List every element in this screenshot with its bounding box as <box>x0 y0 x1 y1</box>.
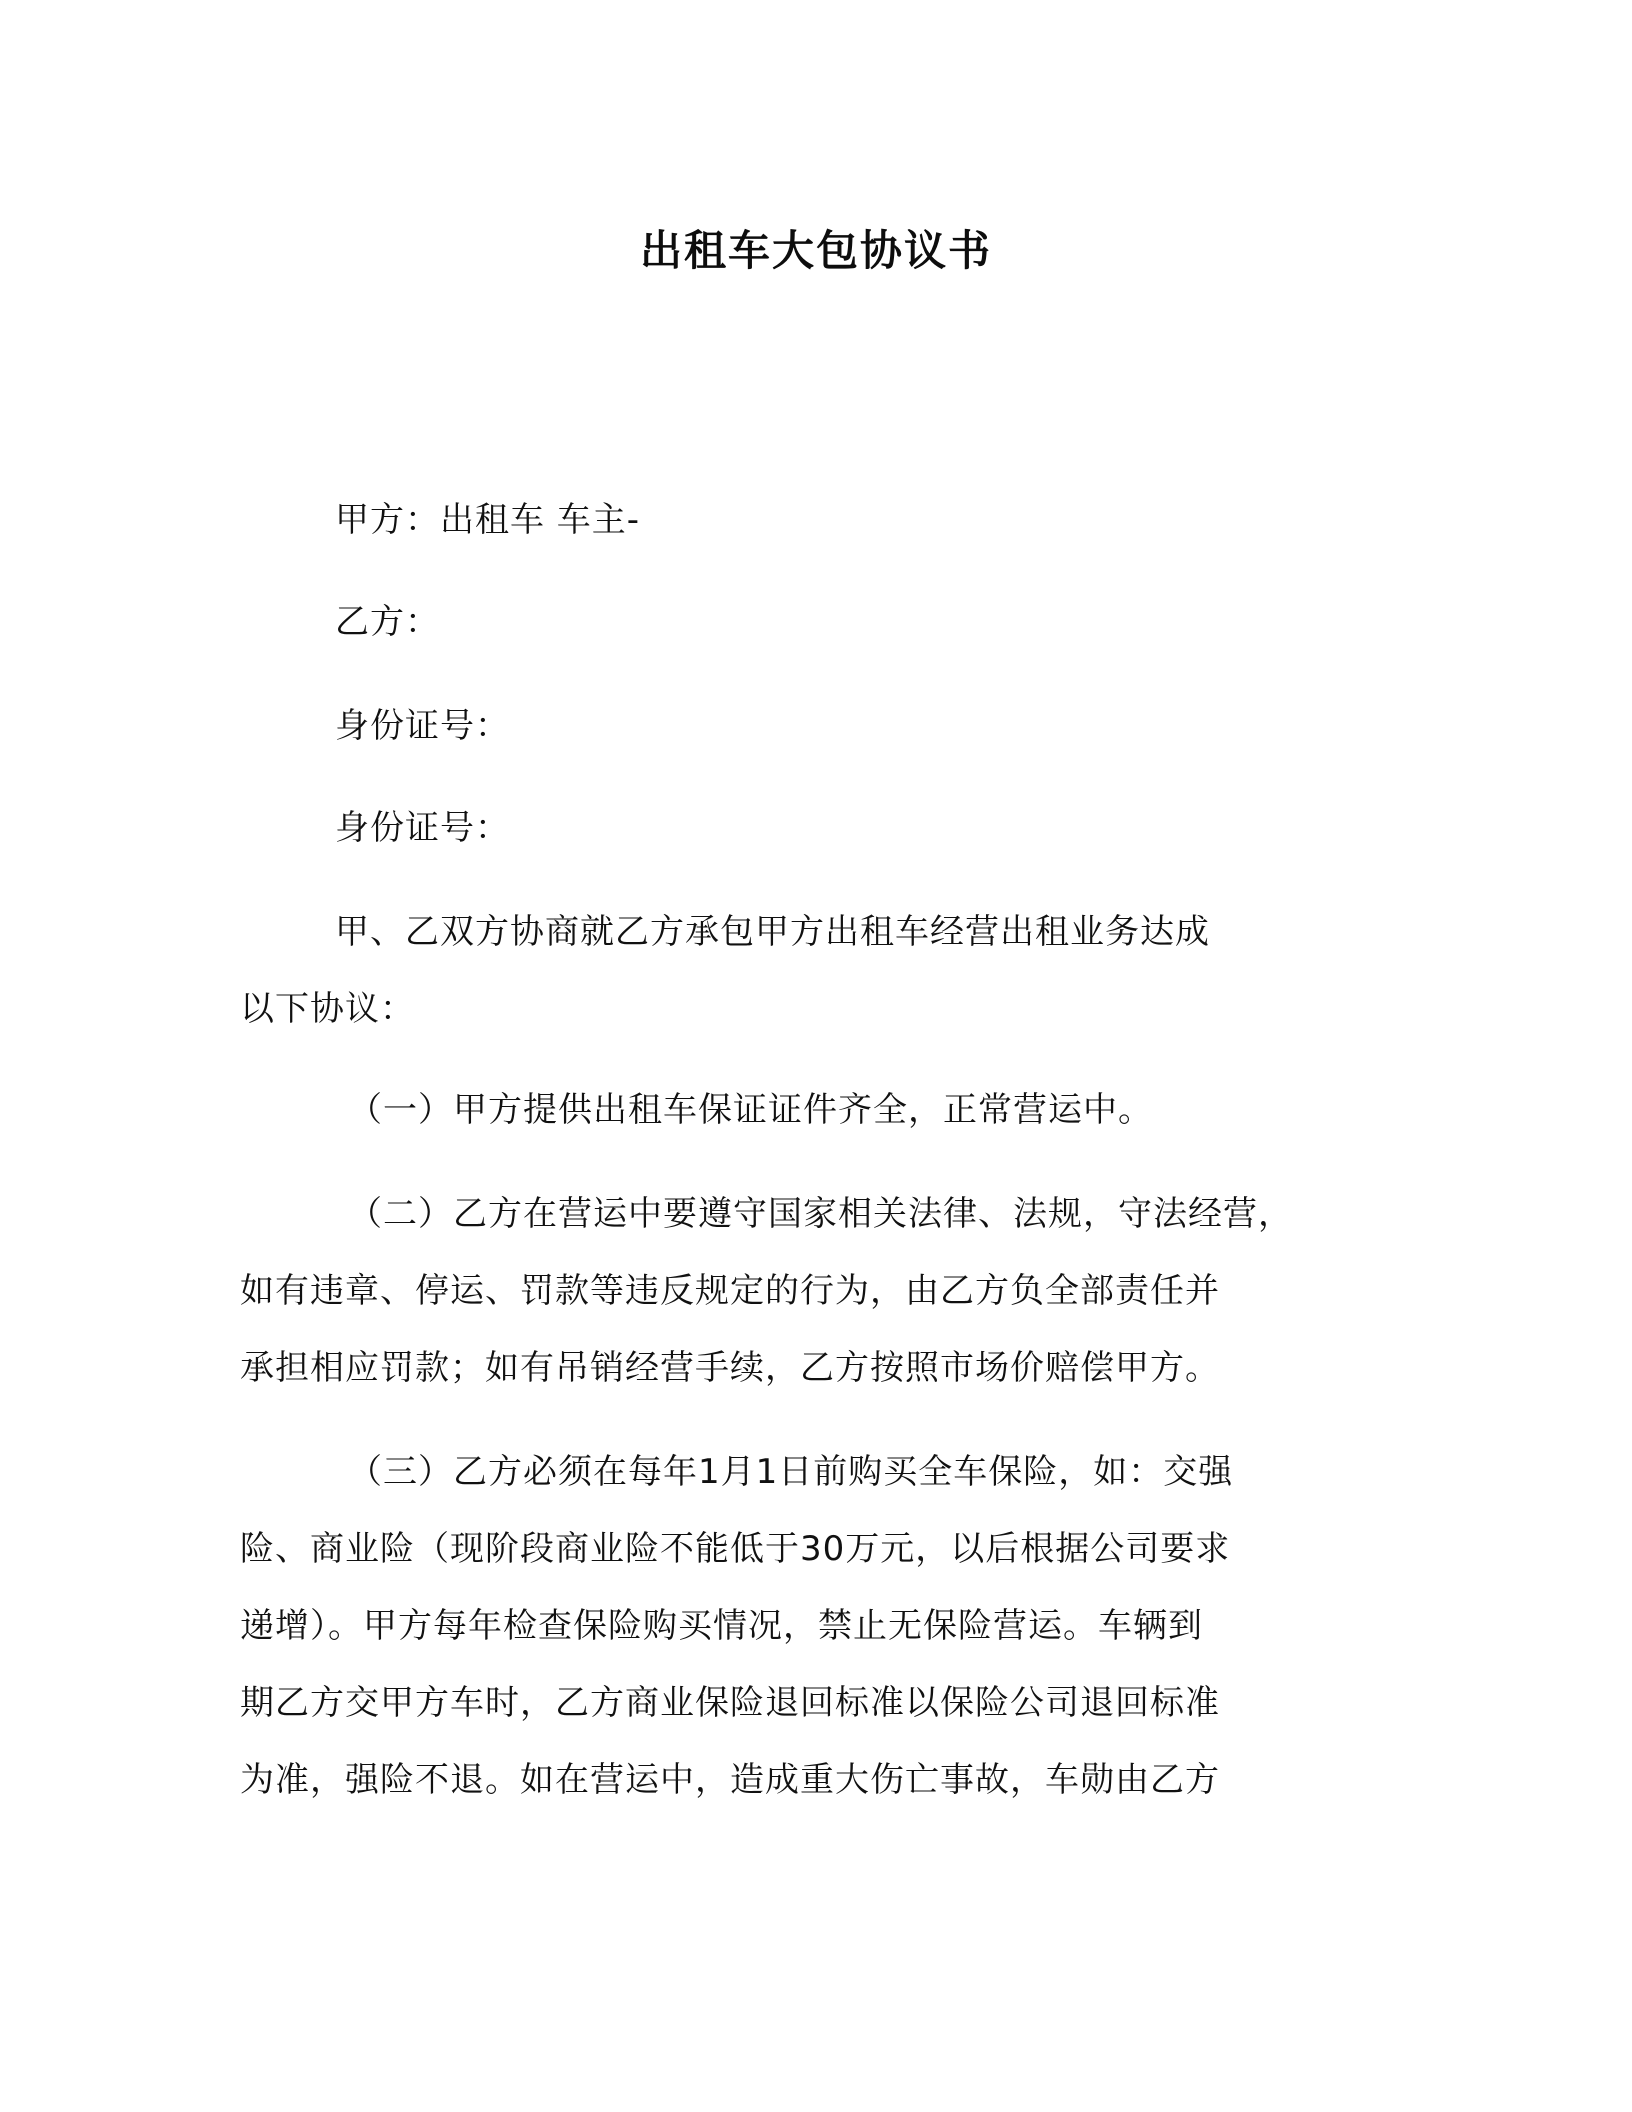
clause-3-line-5: 为准，强险不退。如在营运中，造成重大伤亡事故，车勋由乙方 <box>240 1760 1220 1800</box>
clause-2 <box>240 1176 1400 1407</box>
clause-2-line-2: 如有违章、停运、罚款等违反规定的行为，由乙方负全部责任并 <box>240 1271 1220 1311</box>
clause-1 <box>240 1072 1400 1149</box>
clause-3-line-3: 递增）。甲方每年检查保险购买情况，禁止无保险营运。车辆到 <box>240 1606 1203 1646</box>
id-number-field-2: 身份证号： <box>335 808 510 848</box>
document-title: 出租车大包协议书 <box>639 226 992 275</box>
clause-3-line-2: 险、商业险（现阶段商业险不能低于30万元，以后根据公司要求 <box>240 1529 1231 1569</box>
clause-3 <box>240 1434 1400 1819</box>
clause-3-line-4: 期乙方交甲方车时，乙方商业保险退回标准以保险公司退回标准 <box>240 1683 1220 1723</box>
clause-2-line-3: 承担相应罚款；如有吊销经营手续，乙方按照市场价赔偿甲方。 <box>240 1348 1220 1388</box>
intro-line-2: 以下协议： <box>240 989 415 1029</box>
clause-2-line-1: （二）乙方在营运中要遵守国家相关法律、法规，守法经营， <box>348 1194 1293 1234</box>
clause-3-line-1: （三）乙方必须在每年1月1日前购买全车保险，如：交强 <box>348 1452 1234 1492</box>
intro-line-1: 甲、乙双方协商就乙方承包甲方出租车经营出租业务达成 <box>335 912 1210 952</box>
party-a-field: 甲方：出租车 车主- <box>335 500 641 540</box>
id-number-field-1: 身份证号： <box>335 706 510 746</box>
party-b-field: 乙方： <box>335 602 440 642</box>
intro-paragraph <box>240 894 1400 1048</box>
clause-1-line-1: （一）甲方提供出租车保证证件齐全，正常营运中。 <box>348 1090 1153 1130</box>
